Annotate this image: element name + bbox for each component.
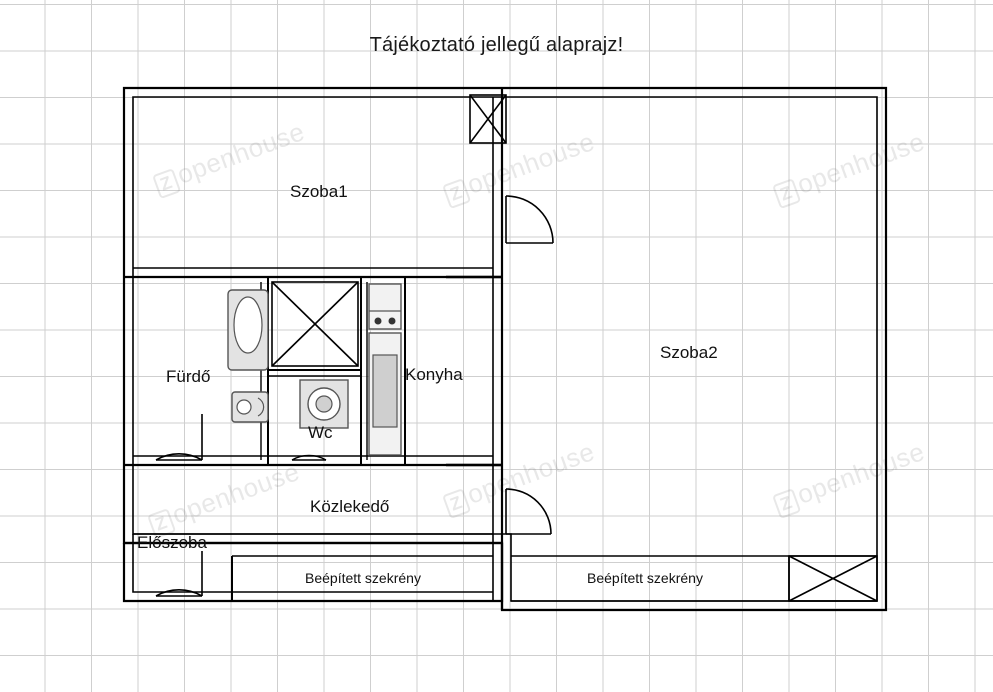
door-eloszoba: [156, 551, 202, 596]
window-kitchen: [272, 282, 358, 366]
kitchen-counter: [369, 333, 401, 455]
watermark: Zopenhouse: [770, 436, 929, 519]
window-bottom-right: [789, 556, 877, 601]
watermark: Zopenhouse: [440, 126, 599, 209]
watermark-logo-icon: Z: [772, 488, 801, 519]
room-label-wc: Wc: [308, 423, 333, 442]
cabinet-label-2: Beépített szekrény: [587, 570, 703, 586]
door-furdo: [156, 414, 202, 460]
watermark-logo-icon: Z: [152, 168, 181, 199]
watermark-logo-icon: Z: [442, 178, 471, 209]
watermark: Zopenhouse: [770, 126, 929, 209]
watermark-logo-icon: Z: [772, 178, 801, 209]
room-label-furdo: Fürdő: [166, 367, 211, 386]
watermark-logo-icon: Z: [147, 508, 176, 539]
bathtub: [228, 290, 268, 370]
page-title: Tájékoztató jellegű alaprajz!: [369, 34, 624, 56]
room-label-szoba2: Szoba2: [660, 343, 718, 362]
door-szoba1: [506, 196, 553, 243]
watermark-logo-icon: Z: [442, 488, 471, 519]
room-label-eloszoba: Előszoba: [137, 533, 207, 552]
watermark: Zopenhouse: [440, 436, 599, 519]
watermark: Zopenhouse: [150, 116, 309, 199]
cabinet-label-1: Beépített szekrény: [305, 570, 421, 586]
door-szoba2: [506, 489, 551, 534]
stove: [369, 284, 401, 329]
watermark: Zopenhouse: [145, 456, 304, 539]
room-label-kozlekedo: Közlekedő: [310, 497, 390, 516]
washing-machine: [300, 380, 348, 428]
sink: [232, 392, 268, 422]
room-label-szoba1: Szoba1: [290, 182, 348, 201]
window-top: [470, 95, 506, 143]
room-label-konyha: Konyha: [405, 365, 463, 384]
